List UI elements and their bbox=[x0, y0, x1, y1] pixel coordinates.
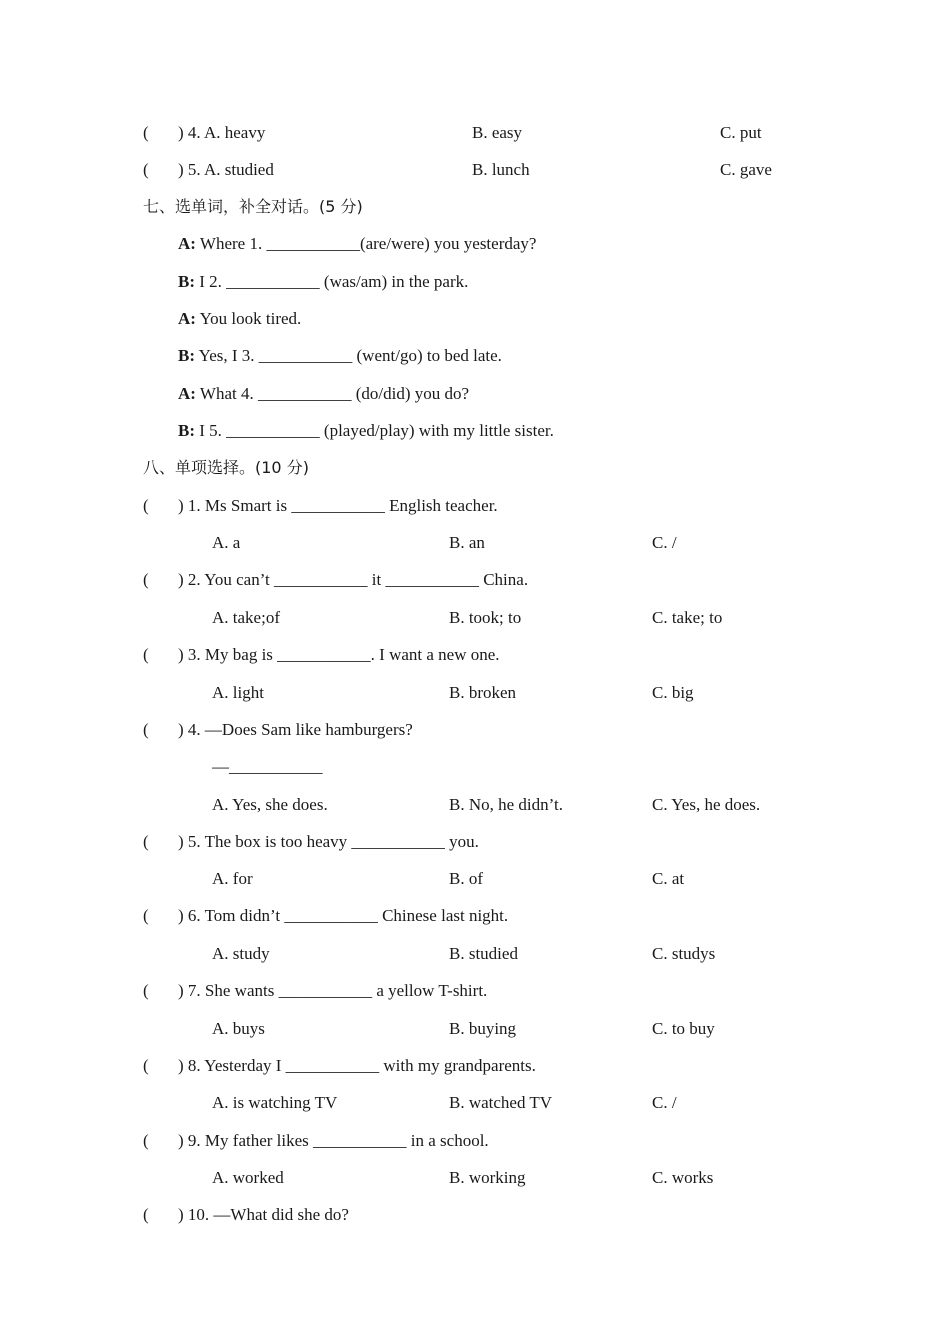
question-text: ) 5. A. studied bbox=[178, 160, 274, 179]
dialogue-text: Where 1. ___________(are/were) you yesterday? bbox=[195, 234, 537, 253]
dialogue-text: What 4. ___________ (do/did) you do? bbox=[195, 384, 470, 403]
answer-paren: ( bbox=[143, 981, 149, 1000]
option-c: C. works bbox=[652, 1168, 714, 1187]
option-b: B. easy bbox=[472, 123, 523, 142]
option-c: C. / bbox=[652, 1093, 677, 1112]
answer-paren: ( bbox=[143, 496, 149, 515]
dialogue-line bbox=[178, 345, 502, 367]
option-b: B. working bbox=[449, 1168, 526, 1187]
speaker: A: bbox=[178, 234, 196, 253]
answer-paren: ( bbox=[143, 123, 149, 142]
answer-paren: ( bbox=[143, 1205, 149, 1224]
option-a: A. Yes, she does. bbox=[212, 795, 328, 814]
dialogue-line bbox=[178, 233, 536, 255]
option-c: C. studys bbox=[652, 944, 716, 963]
speaker: B: bbox=[178, 346, 195, 365]
question-text: ) 6. Tom didn’t ___________ Chinese last night. bbox=[178, 906, 509, 925]
option-c: C. put bbox=[720, 123, 762, 142]
option-a: A. a bbox=[212, 533, 241, 552]
question-text: ) 4. A. heavy bbox=[178, 123, 266, 142]
option-a: A. study bbox=[212, 944, 270, 963]
dialogue-line bbox=[178, 383, 469, 405]
answer-paren: ( bbox=[143, 160, 149, 179]
option-a: A. light bbox=[212, 683, 264, 702]
section-heading: 七、选单词，补全对话。(5 分) bbox=[143, 197, 363, 216]
dialogue-line bbox=[178, 420, 554, 442]
answer-paren: ( bbox=[143, 832, 149, 851]
dialogue-line bbox=[178, 271, 468, 293]
option-c: C. gave bbox=[720, 160, 772, 179]
section-heading: 八、单项选择。(10 分) bbox=[143, 458, 309, 477]
option-a: A. worked bbox=[212, 1168, 284, 1187]
dialogue-text: Yes, I 3. ___________ (went/go) to bed late. bbox=[195, 346, 502, 365]
option-c: C. take; to bbox=[652, 608, 723, 627]
question-text: ) 5. The box is too heavy ___________ you. bbox=[178, 832, 479, 851]
dialogue-text: I 2. ___________ (was/am) in the park. bbox=[195, 272, 469, 291]
answer-paren: ( bbox=[143, 570, 149, 589]
option-b: B. lunch bbox=[472, 160, 530, 179]
dialogue-line bbox=[178, 308, 301, 330]
question-text: ) 7. She wants ___________ a yellow T-shirt. bbox=[178, 981, 488, 1000]
option-b: B. No, he didn’t. bbox=[449, 795, 563, 814]
answer-paren: ( bbox=[143, 720, 149, 739]
option-c: C. / bbox=[652, 533, 677, 552]
answer-paren: ( bbox=[143, 906, 149, 925]
question-text: ) 3. My bag is ___________. I want a new one. bbox=[178, 645, 500, 664]
option-a: A. take;of bbox=[212, 608, 280, 627]
option-c: C. Yes, he does. bbox=[652, 795, 761, 814]
option-b: B. watched TV bbox=[449, 1093, 553, 1112]
option-b: B. studied bbox=[449, 944, 518, 963]
answer-paren: ( bbox=[143, 645, 149, 664]
speaker: B: bbox=[178, 272, 195, 291]
answer-paren: ( bbox=[143, 1056, 149, 1075]
answer-blank: —___________ bbox=[212, 757, 323, 776]
option-a: A. buys bbox=[212, 1019, 265, 1038]
option-c: C. at bbox=[652, 869, 685, 888]
option-a: A. is watching TV bbox=[212, 1093, 338, 1112]
option-b: B. an bbox=[449, 533, 485, 552]
question-text: ) 2. You can’t ___________ it ___________ China. bbox=[178, 570, 529, 589]
question-text: ) 8. Yesterday I ___________ with my grandparents. bbox=[178, 1056, 536, 1075]
dialogue-text: I 5. ___________ (played/play) with my little sister. bbox=[195, 421, 554, 440]
answer-paren: ( bbox=[143, 1131, 149, 1150]
option-c: C. big bbox=[652, 683, 694, 702]
question-text: ) 10. —What did she do? bbox=[178, 1205, 349, 1224]
option-b: B. took; to bbox=[449, 608, 522, 627]
speaker: A: bbox=[178, 384, 196, 403]
question-text: ) 4. —Does Sam like hamburgers? bbox=[178, 720, 413, 739]
speaker: A: bbox=[178, 309, 196, 328]
question-text: ) 1. Ms Smart is ___________ English teacher. bbox=[178, 496, 498, 515]
option-b: B. buying bbox=[449, 1019, 517, 1038]
question-text: ) 9. My father likes ___________ in a school. bbox=[178, 1131, 489, 1150]
dialogue-text: You look tired. bbox=[195, 309, 302, 328]
option-b: B. broken bbox=[449, 683, 517, 702]
option-b: B. of bbox=[449, 869, 483, 888]
speaker: B: bbox=[178, 421, 195, 440]
option-a: A. for bbox=[212, 869, 253, 888]
option-c: C. to buy bbox=[652, 1019, 715, 1038]
